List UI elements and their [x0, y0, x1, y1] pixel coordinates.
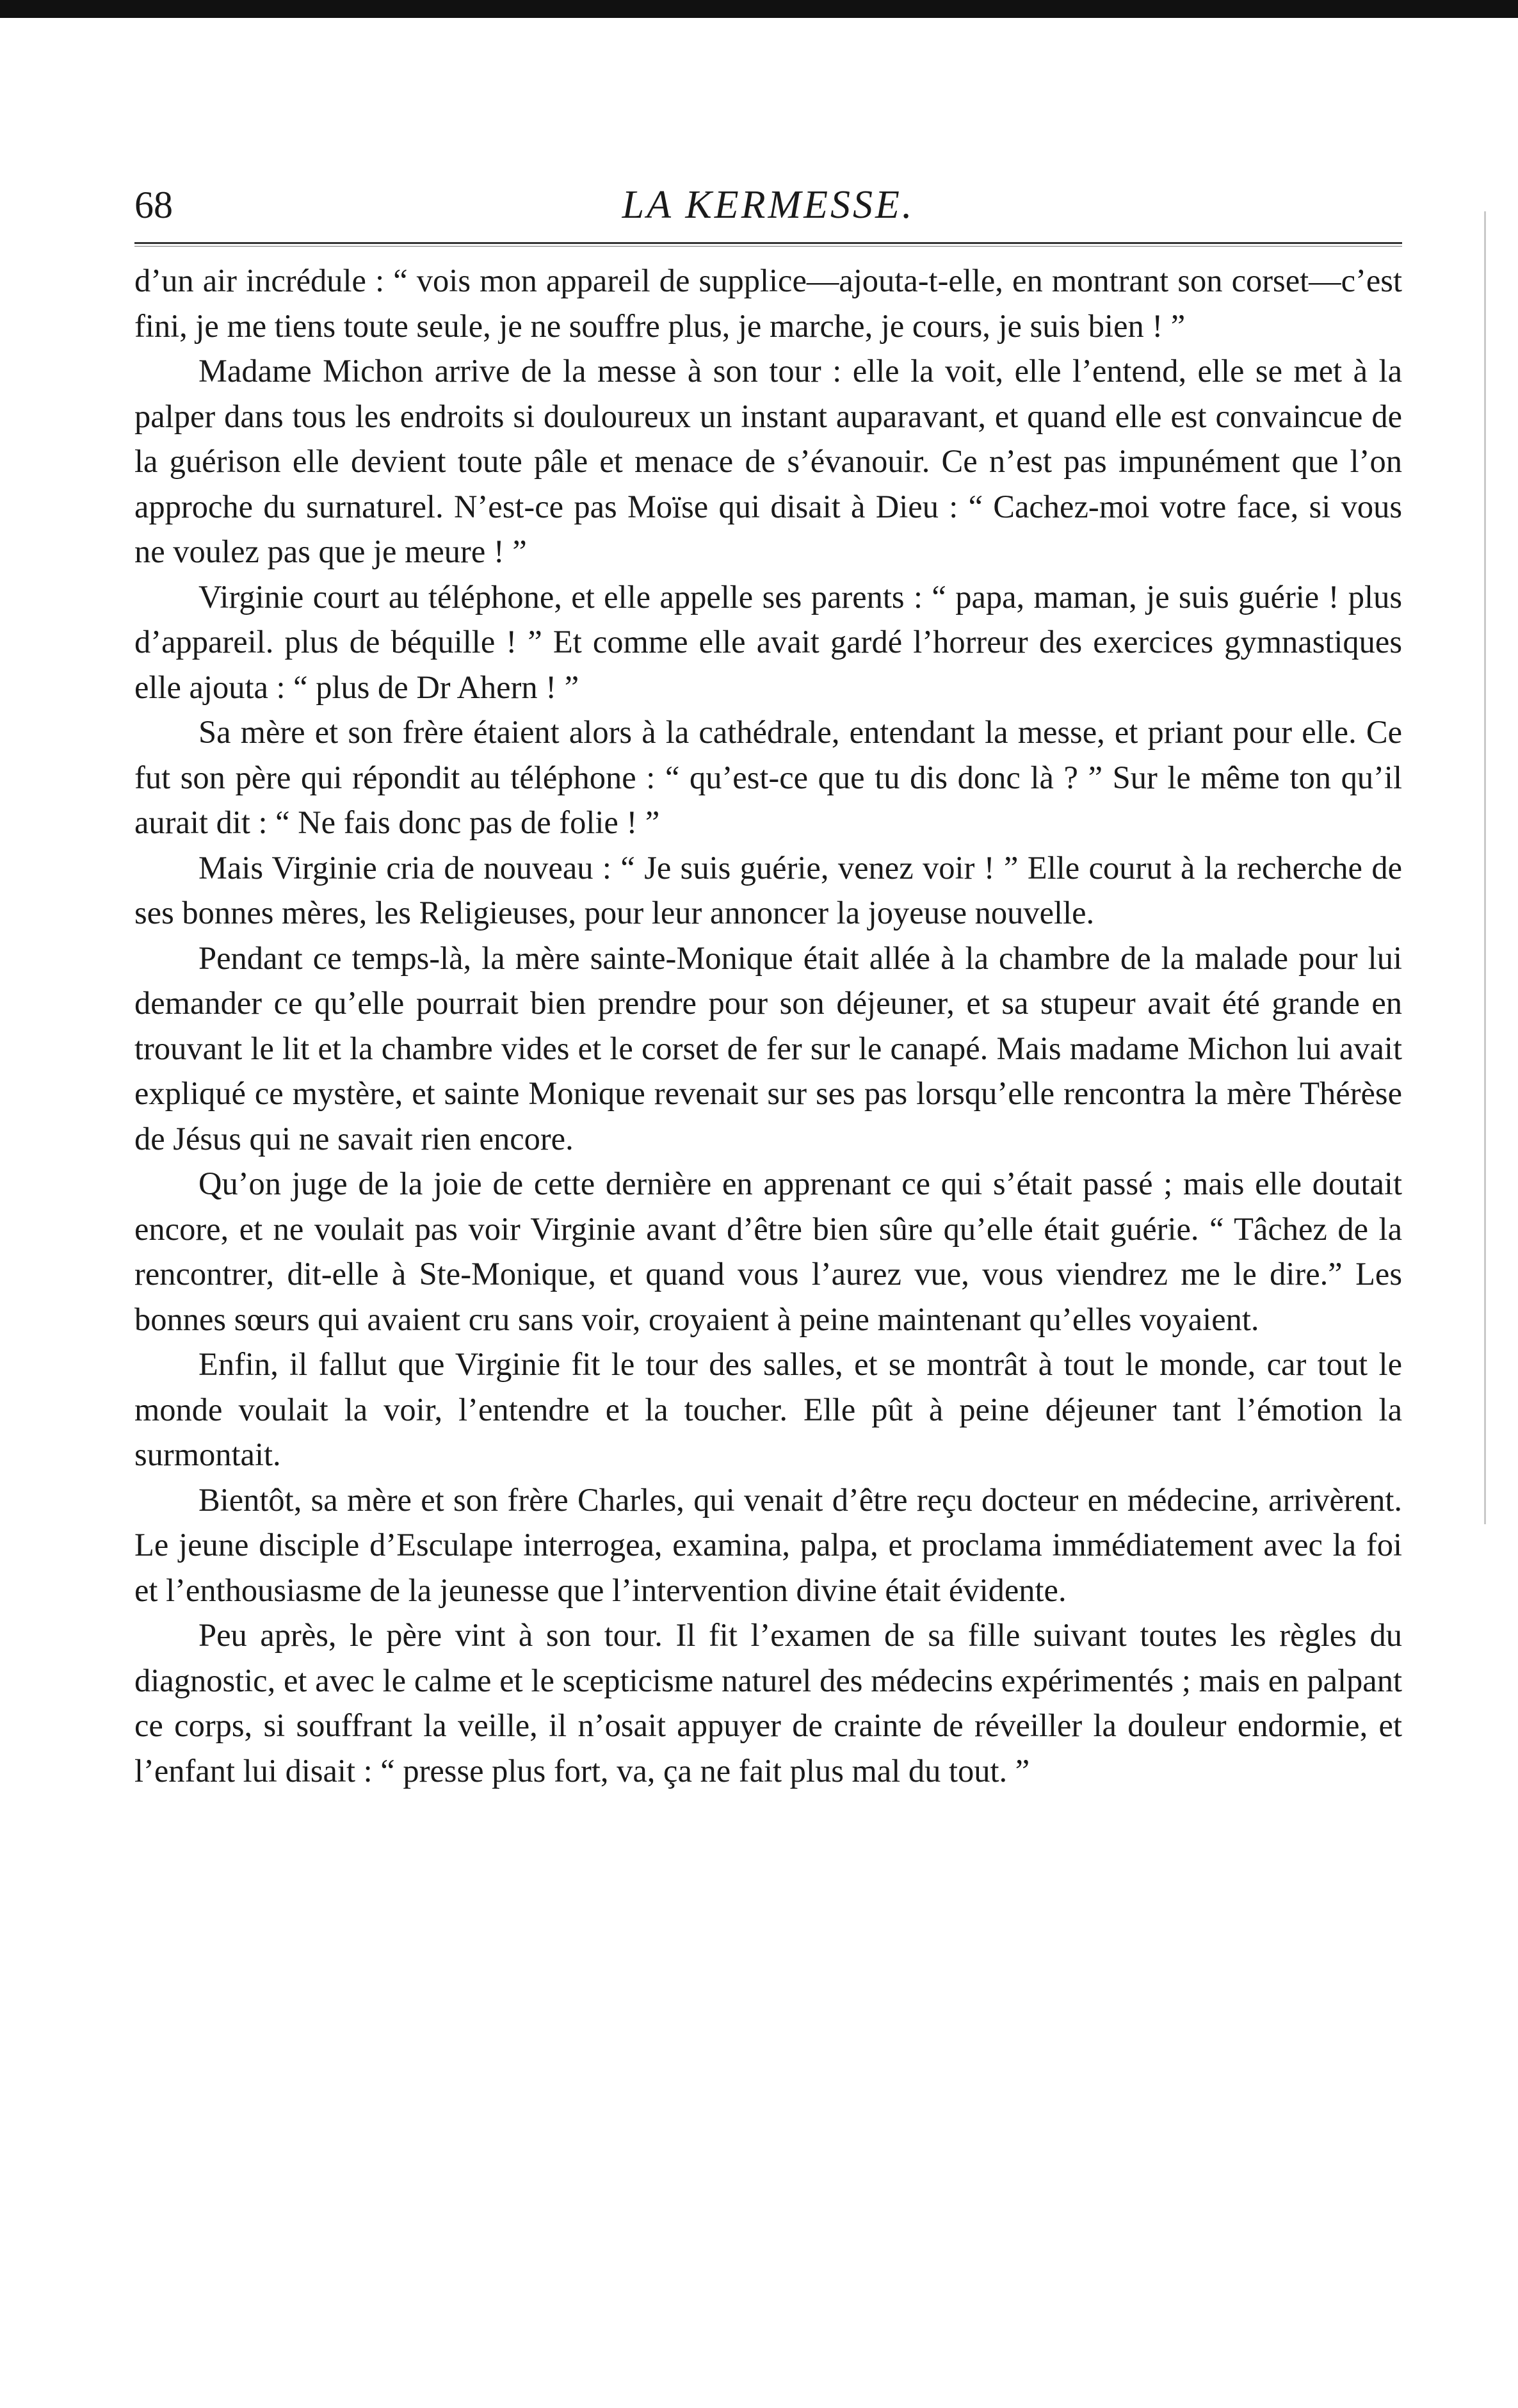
paragraph: Virginie court au téléphone, et elle appelle ses parents : “ papa, maman, je suis guérie ! plus d’appareil. plus de béquille ! ” Et comme elle avait gardé l’horreur des exercices gymnastiques elle ajouta : “ plus de Dr Ahern ! ” — [134, 578, 1402, 705]
paragraph: Peu après, le père vint à son tour. Il fit l’examen de sa fille suivant toutes les règles du diagnostic, et avec le calme et le scepticisme naturel des médecins expérimentés ; mais en palpant ce corps, si souffrant la veille, il n’osait appuyer de crainte de réveiller la douleur endormie, et l’enfant lui disait : “ presse plus fort, va, ça ne fait plus mal du tout. ” — [134, 1617, 1402, 1789]
page-header — [134, 173, 1402, 237]
paragraph: Qu’on juge de la joie de cette dernière en apprenant ce qui s’était passé ; mais elle doutait encore, et ne voulait pas voir Virginie avant d’être bien sûre qu’elle était guérie. “ Tâchez de la rencontrer, dit-elle à Ste-Monique, et quand vous l’aurez vue, vous viendrez me le dire.” Les bonnes sœurs qui avaient cru sans voir, croyaient à peine maintenant qu’elles voyaient. — [134, 1166, 1402, 1337]
scan-margin-line — [1484, 211, 1486, 1524]
body-text — [134, 258, 1402, 1793]
running-title: LA KERMESSE. — [622, 183, 915, 227]
scan-top-border — [0, 0, 1518, 18]
paragraph: Pendant ce temps-là, la mère sainte-Monique était allée à la chambre de la malade pour lui demander ce qu’elle pourrait bien prendre pour son déjeuner, et sa stupeur avait été grande en trouvant le lit et la chambre vides et le corset de fer sur le canapé. Mais madame Michon lui avait expliqué ce mystère, et sainte Monique revenait sur ses pas lorsqu’elle rencontra la mère Thérèse de Jésus qui ne savait rien encore. — [134, 940, 1402, 1157]
page-number: 68 — [134, 184, 173, 226]
paragraph: d’un air incrédule : “ vois mon appareil de supplice—ajouta-t-elle, en montrant son corset—c’est fini, je me tiens toute seule, je ne souffre plus, je marche, je cours, je suis bien ! ” — [134, 263, 1402, 344]
paragraph: Bientôt, sa mère et son frère Charles, qui venait d’être reçu docteur en médecine, arrivèrent. Le jeune disciple d’Esculape interrogea, examina, palpa, et proclama immédiatement avec la foi et l’enthousiasme de la jeunesse que l’intervention divine était évidente. — [134, 1481, 1402, 1608]
book-page — [134, 173, 1402, 1793]
paragraph: Mais Virginie cria de nouveau : “ Je suis guérie, venez voir ! ” Elle courut à la recherche de ses bonnes mères, les Religieuses, pour leur annoncer la joyeuse nouvelle. — [134, 849, 1402, 931]
paragraph: Madame Michon arrive de la messe à son tour : elle la voit, elle l’entend, elle se met à la palper dans tous les endroits si douloureux un instant auparavant, et quand elle est convaincue de la guérison elle devient toute pâle et menace de s’évanouir. Ce n’est pas impunément que l’on approche du surnaturel. N’est-ce pas Moïse qui disait à Dieu : “ Cachez-moi votre face, si vous ne voulez pas que je meure ! ” — [134, 353, 1402, 569]
header-rule — [134, 242, 1402, 247]
paragraph: Enfin, il fallut que Virginie fit le tour des salles, et se montrât à tout le monde, car tout le monde voulait la voir, l’entendre et la toucher. Elle pût à peine déjeuner tant l’émotion la surmontait. — [134, 1346, 1402, 1472]
paragraph: Sa mère et son frère étaient alors à la cathédrale, entendant la messe, et priant pour elle. Ce fut son père qui répondit au téléphone : “ qu’est-ce que tu dis donc là ? ” Sur le même ton qu’il aurait dit : “ Ne fais donc pas de folie ! ” — [134, 714, 1402, 840]
